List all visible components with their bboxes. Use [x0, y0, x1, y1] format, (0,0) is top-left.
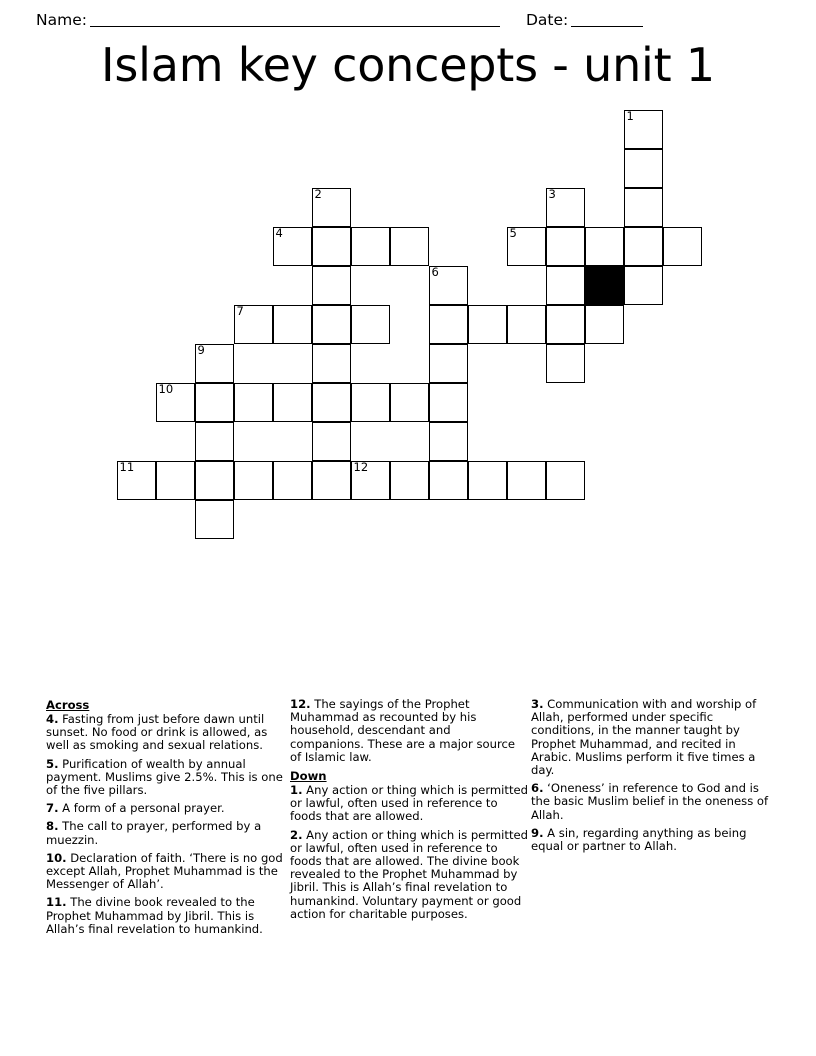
grid-cell[interactable]: [273, 461, 312, 500]
grid-cell[interactable]: [468, 461, 507, 500]
grid-cell[interactable]: [195, 383, 234, 422]
grid-cell[interactable]: [195, 344, 234, 383]
grid-cell[interactable]: [663, 227, 702, 266]
grid-cell[interactable]: [351, 227, 390, 266]
clue-item: [290, 784, 528, 824]
grid-cell[interactable]: [546, 305, 585, 344]
grid-cell[interactable]: [429, 305, 468, 344]
grid-cell[interactable]: [273, 305, 312, 344]
cell-number: 7: [236, 304, 244, 318]
name-label: Name:: [36, 10, 87, 29]
grid-cell[interactable]: [156, 383, 195, 422]
grid-cell[interactable]: [585, 305, 624, 344]
clue-number: 1.: [290, 783, 303, 798]
grid-cell[interactable]: [546, 344, 585, 383]
clue-item: [531, 827, 769, 853]
grid-cell[interactable]: [546, 461, 585, 500]
grid-cell[interactable]: [585, 227, 624, 266]
clue-number: 3.: [531, 697, 544, 711]
clue-text: Any action or thing which is permitted or lawful, often used in reference to foods that are allowed.: [290, 783, 528, 824]
grid-cell[interactable]: [312, 422, 351, 461]
clue-item: [46, 758, 284, 798]
grid-cell[interactable]: [351, 461, 390, 500]
clue-text: Any action or thing which is permitted or lawful, often used in reference to foods that are allowed. The divine book revealed to the Prophet Muhammad by Jibril. This is Allah’s final revelation to humankind. Voluntary payment or good action for charitable purposes.: [290, 827, 528, 921]
grid-cell[interactable]: [429, 422, 468, 461]
grid-cell[interactable]: [507, 227, 546, 266]
grid-cell[interactable]: [234, 461, 273, 500]
clue-text: Fasting from just before dawn until sunset. No food or drink is allowed, as well as smoking and sexual relations.: [46, 712, 268, 753]
grid-cell[interactable]: [117, 461, 156, 500]
clue-item: [531, 782, 769, 822]
clue-number: 5.: [46, 756, 59, 771]
grid-cell[interactable]: [273, 383, 312, 422]
clue-text: Declaration of faith. ‘There is no god except Allah, Prophet Muhammad is the Messenger of Allah’.: [46, 850, 283, 892]
grid-cell[interactable]: [546, 227, 585, 266]
clue-item: [290, 829, 528, 921]
clue-number: 4.: [46, 712, 59, 726]
clue-text: A form of a personal prayer.: [58, 801, 225, 816]
date-label: Date:: [525, 10, 569, 29]
clue-text: The sayings of the Prophet Muhammad as recounted by his household, descendant and companions. These are a major source of Islamic law.: [290, 697, 515, 764]
clue-item: [531, 698, 769, 777]
grid-cell[interactable]: [546, 188, 585, 227]
cell-number: 5: [509, 226, 517, 240]
grid-cell[interactable]: [624, 188, 663, 227]
grid-cell[interactable]: [312, 227, 351, 266]
grid-cell[interactable]: [195, 461, 234, 500]
clue-text: ‘Oneness’ in reference to God and is the basic Muslim belief in the oneness of Allah.: [531, 781, 769, 822]
grid-block-cell: [585, 266, 624, 305]
clue-column-2: [290, 698, 528, 926]
grid-cell[interactable]: [624, 227, 663, 266]
grid-cell[interactable]: [429, 461, 468, 500]
cell-number: 4: [275, 226, 283, 240]
grid-cell[interactable]: [429, 266, 468, 305]
grid-cell[interactable]: [195, 422, 234, 461]
cell-number: 11: [119, 460, 135, 474]
clue-item: [46, 820, 284, 846]
cell-number: 2: [314, 187, 322, 201]
clue-number: 7.: [46, 801, 59, 816]
grid-cell[interactable]: [507, 461, 546, 500]
grid-cell[interactable]: [624, 266, 663, 305]
grid-cell[interactable]: [234, 305, 273, 344]
grid-cell[interactable]: [312, 188, 351, 227]
clue-text: Communication with and worship of Allah, performed under specific conditions, in the manner taught by Prophet Muhammad, and recited in Arabic. Muslims perform it five times a day.: [531, 697, 757, 778]
clue-number: 12.: [290, 697, 311, 711]
clue-column-3: [531, 698, 769, 858]
grid-cell[interactable]: [273, 227, 312, 266]
grid-cell[interactable]: [429, 344, 468, 383]
clue-number: 11.: [46, 895, 67, 910]
grid-cell[interactable]: [546, 266, 585, 305]
grid-cell[interactable]: [312, 344, 351, 383]
grid-cell[interactable]: [624, 149, 663, 188]
grid-cell[interactable]: [351, 305, 390, 344]
clue-item: [46, 852, 284, 892]
clue-text: A sin, regarding anything as being equal or partner to Allah.: [531, 825, 747, 854]
across-heading: Across: [46, 698, 90, 712]
cell-number: 1: [626, 109, 634, 123]
cell-number: 12: [353, 460, 369, 474]
grid-cell[interactable]: [429, 383, 468, 422]
grid-cell[interactable]: [312, 305, 351, 344]
cell-number: 6: [431, 265, 439, 279]
grid-cell[interactable]: [195, 500, 234, 539]
clue-text: The call to prayer, performed by a muezzin.: [46, 819, 262, 847]
grid-cell[interactable]: [312, 383, 351, 422]
grid-cell[interactable]: [312, 461, 351, 500]
clue-number: 10.: [46, 850, 67, 865]
grid-cell[interactable]: [312, 266, 351, 305]
clue-number: 9.: [531, 825, 544, 840]
grid-cell[interactable]: [468, 305, 507, 344]
clue-column-1: [46, 698, 284, 941]
grid-cell[interactable]: [624, 110, 663, 149]
grid-cell[interactable]: [390, 461, 429, 500]
page-title: Islam key concepts - unit 1: [101, 38, 715, 92]
down-heading: Down: [290, 769, 327, 784]
grid-cell[interactable]: [390, 383, 429, 422]
grid-cell[interactable]: [507, 305, 546, 344]
clue-item: [46, 802, 284, 815]
clue-number: 8.: [46, 819, 59, 834]
clue-text: The divine book revealed to the Prophet Muhammad by Jibril. This is Allah’s final revelation to humankind.: [46, 895, 263, 936]
clue-number: 6.: [531, 781, 544, 796]
cell-number: 9: [197, 343, 205, 357]
grid-cell[interactable]: [234, 383, 273, 422]
clue-item: [46, 713, 284, 753]
grid-cell[interactable]: [390, 227, 429, 266]
grid-cell[interactable]: [351, 383, 390, 422]
clue-item: [46, 896, 284, 936]
cell-number: 10: [158, 382, 174, 396]
cell-number: 3: [548, 187, 556, 201]
clue-number: 2.: [290, 827, 303, 842]
grid-cell[interactable]: [156, 461, 195, 500]
clue-text: Purification of wealth by annual payment. Muslims give 2.5%. This is one of the five pillars.: [46, 756, 283, 798]
clue-item: [290, 698, 528, 764]
